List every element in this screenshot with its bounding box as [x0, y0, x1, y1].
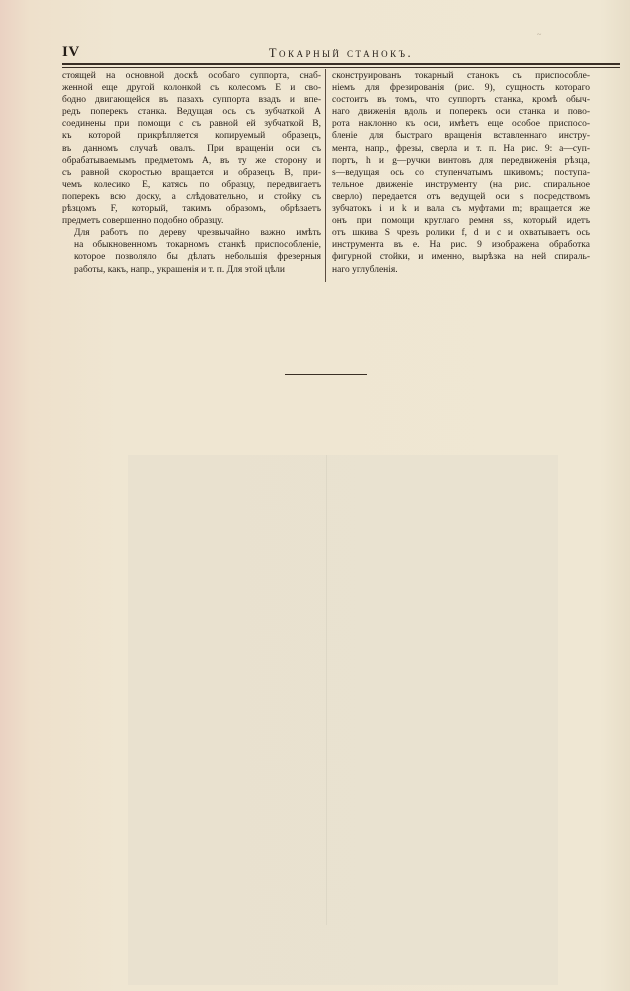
left-column — [62, 70, 321, 276]
text-line: съ равной скоростью вращается и образецъ B, при- — [62, 167, 321, 178]
text-line: рѣзцомъ F, который, такимъ образомъ, обрѣзаетъ — [62, 204, 321, 215]
text-line: наго углубленiя. — [332, 264, 398, 275]
text-line: наго движенiя вдоль и поперекъ оси станка и пово- — [332, 107, 590, 118]
text-line: которое позволяло бы дѣлать небольшiя фрезерныя — [74, 252, 321, 263]
text-line: нiемъ для фрезированiя (рис. 9), сущность котораго — [332, 83, 590, 94]
text-line: обрабатываемымъ предметомъ A, въ ту же сторону и — [62, 155, 321, 166]
text-line: редъ поперекъ станка. Ведущая ось съ зубчаткой A — [62, 107, 321, 118]
text-line: портъ, h и g—ручки винтовъ для передвиженiя рѣзца, — [332, 155, 590, 166]
text-line: фигурной стойки, и именно, вырѣзка на ней спираль- — [332, 252, 590, 263]
page-header — [62, 44, 620, 62]
text-line: сверло) передается отъ ведущей оси s посредствомъ — [332, 191, 590, 202]
text-line: предметъ совершенно подобно образцу. — [62, 216, 224, 227]
text-line: въ данномъ случаѣ овалъ. При вращенiи оси съ — [62, 143, 321, 154]
text-line: чемъ колесико E, катясь по образцу, передвигаетъ — [62, 179, 321, 190]
show-through-illustration — [128, 455, 558, 985]
paragraph — [62, 70, 321, 227]
corner-mark: ~ — [537, 30, 543, 39]
show-through-column-line — [326, 455, 327, 925]
paragraph — [62, 227, 321, 275]
text-line: соединены при помощи c съ равной ей зубчаткой B, — [62, 119, 321, 130]
page-number: IV — [62, 44, 80, 60]
text-line: поперекъ всю доску, а слѣдовательно, и стойку съ — [62, 191, 321, 202]
text-line: отъ шкива S чрезъ ролики f, d и c и охватываетъ ось — [332, 228, 590, 239]
text-line: мента, напр., фрезы, сверла и т. п. На рис. 9: a—суп- — [332, 143, 590, 154]
text-line: женной еще другой колонкой съ колесомъ E и сво- — [62, 83, 321, 94]
text-line: работы, какъ, напр., украшенiя и т. п. Для этой цѣли — [74, 264, 285, 275]
text-line: s—ведущая ось со ступенчатымъ шкивомъ; поступа- — [332, 167, 590, 178]
text-line: сконструированъ токарный станокъ съ приспособле- — [332, 71, 590, 81]
header-rule-thick — [62, 63, 620, 65]
text-line: бленiе для быстраго вращенiя вставленнаго инстру- — [332, 131, 590, 142]
text-line: рота наклонно къ оси, имѣетъ еще особое приспосо- — [332, 119, 590, 130]
running-title: Токарный станокъ. — [268, 46, 414, 60]
section-end-rule — [285, 374, 367, 375]
text-line: онъ при помощи круглаго ремня ss, который идетъ — [332, 216, 590, 227]
header-rule-thin — [62, 67, 620, 68]
text-line: Для работъ по дереву чрезвычайно важно имѣть — [74, 228, 321, 239]
text-line: бодно двигающейся въ пазахъ суппорта взадъ и впе- — [62, 95, 321, 106]
text-line: къ которой прикрѣпляется копируемый образецъ, — [62, 131, 321, 142]
text-line: зубчатокъ i и k и вала съ муфтами m; вращается же — [332, 204, 590, 215]
paragraph — [332, 70, 590, 276]
text-line: состоитъ въ томъ, что суппортъ станка, кромѣ обыч- — [332, 95, 590, 106]
column-divider — [325, 69, 326, 282]
text-line: стоящей на основной доскѣ особаго суппорта, снаб- — [62, 71, 321, 81]
text-line: тельное движенiе инструменту (на рис. спиральное — [332, 179, 590, 190]
text-line: инструмента въ e. На рис. 9 изображена обработка — [332, 240, 590, 251]
text-line: на обыкновенномъ токарномъ станкѣ приспособленiе, — [74, 240, 321, 251]
right-column — [332, 70, 590, 276]
